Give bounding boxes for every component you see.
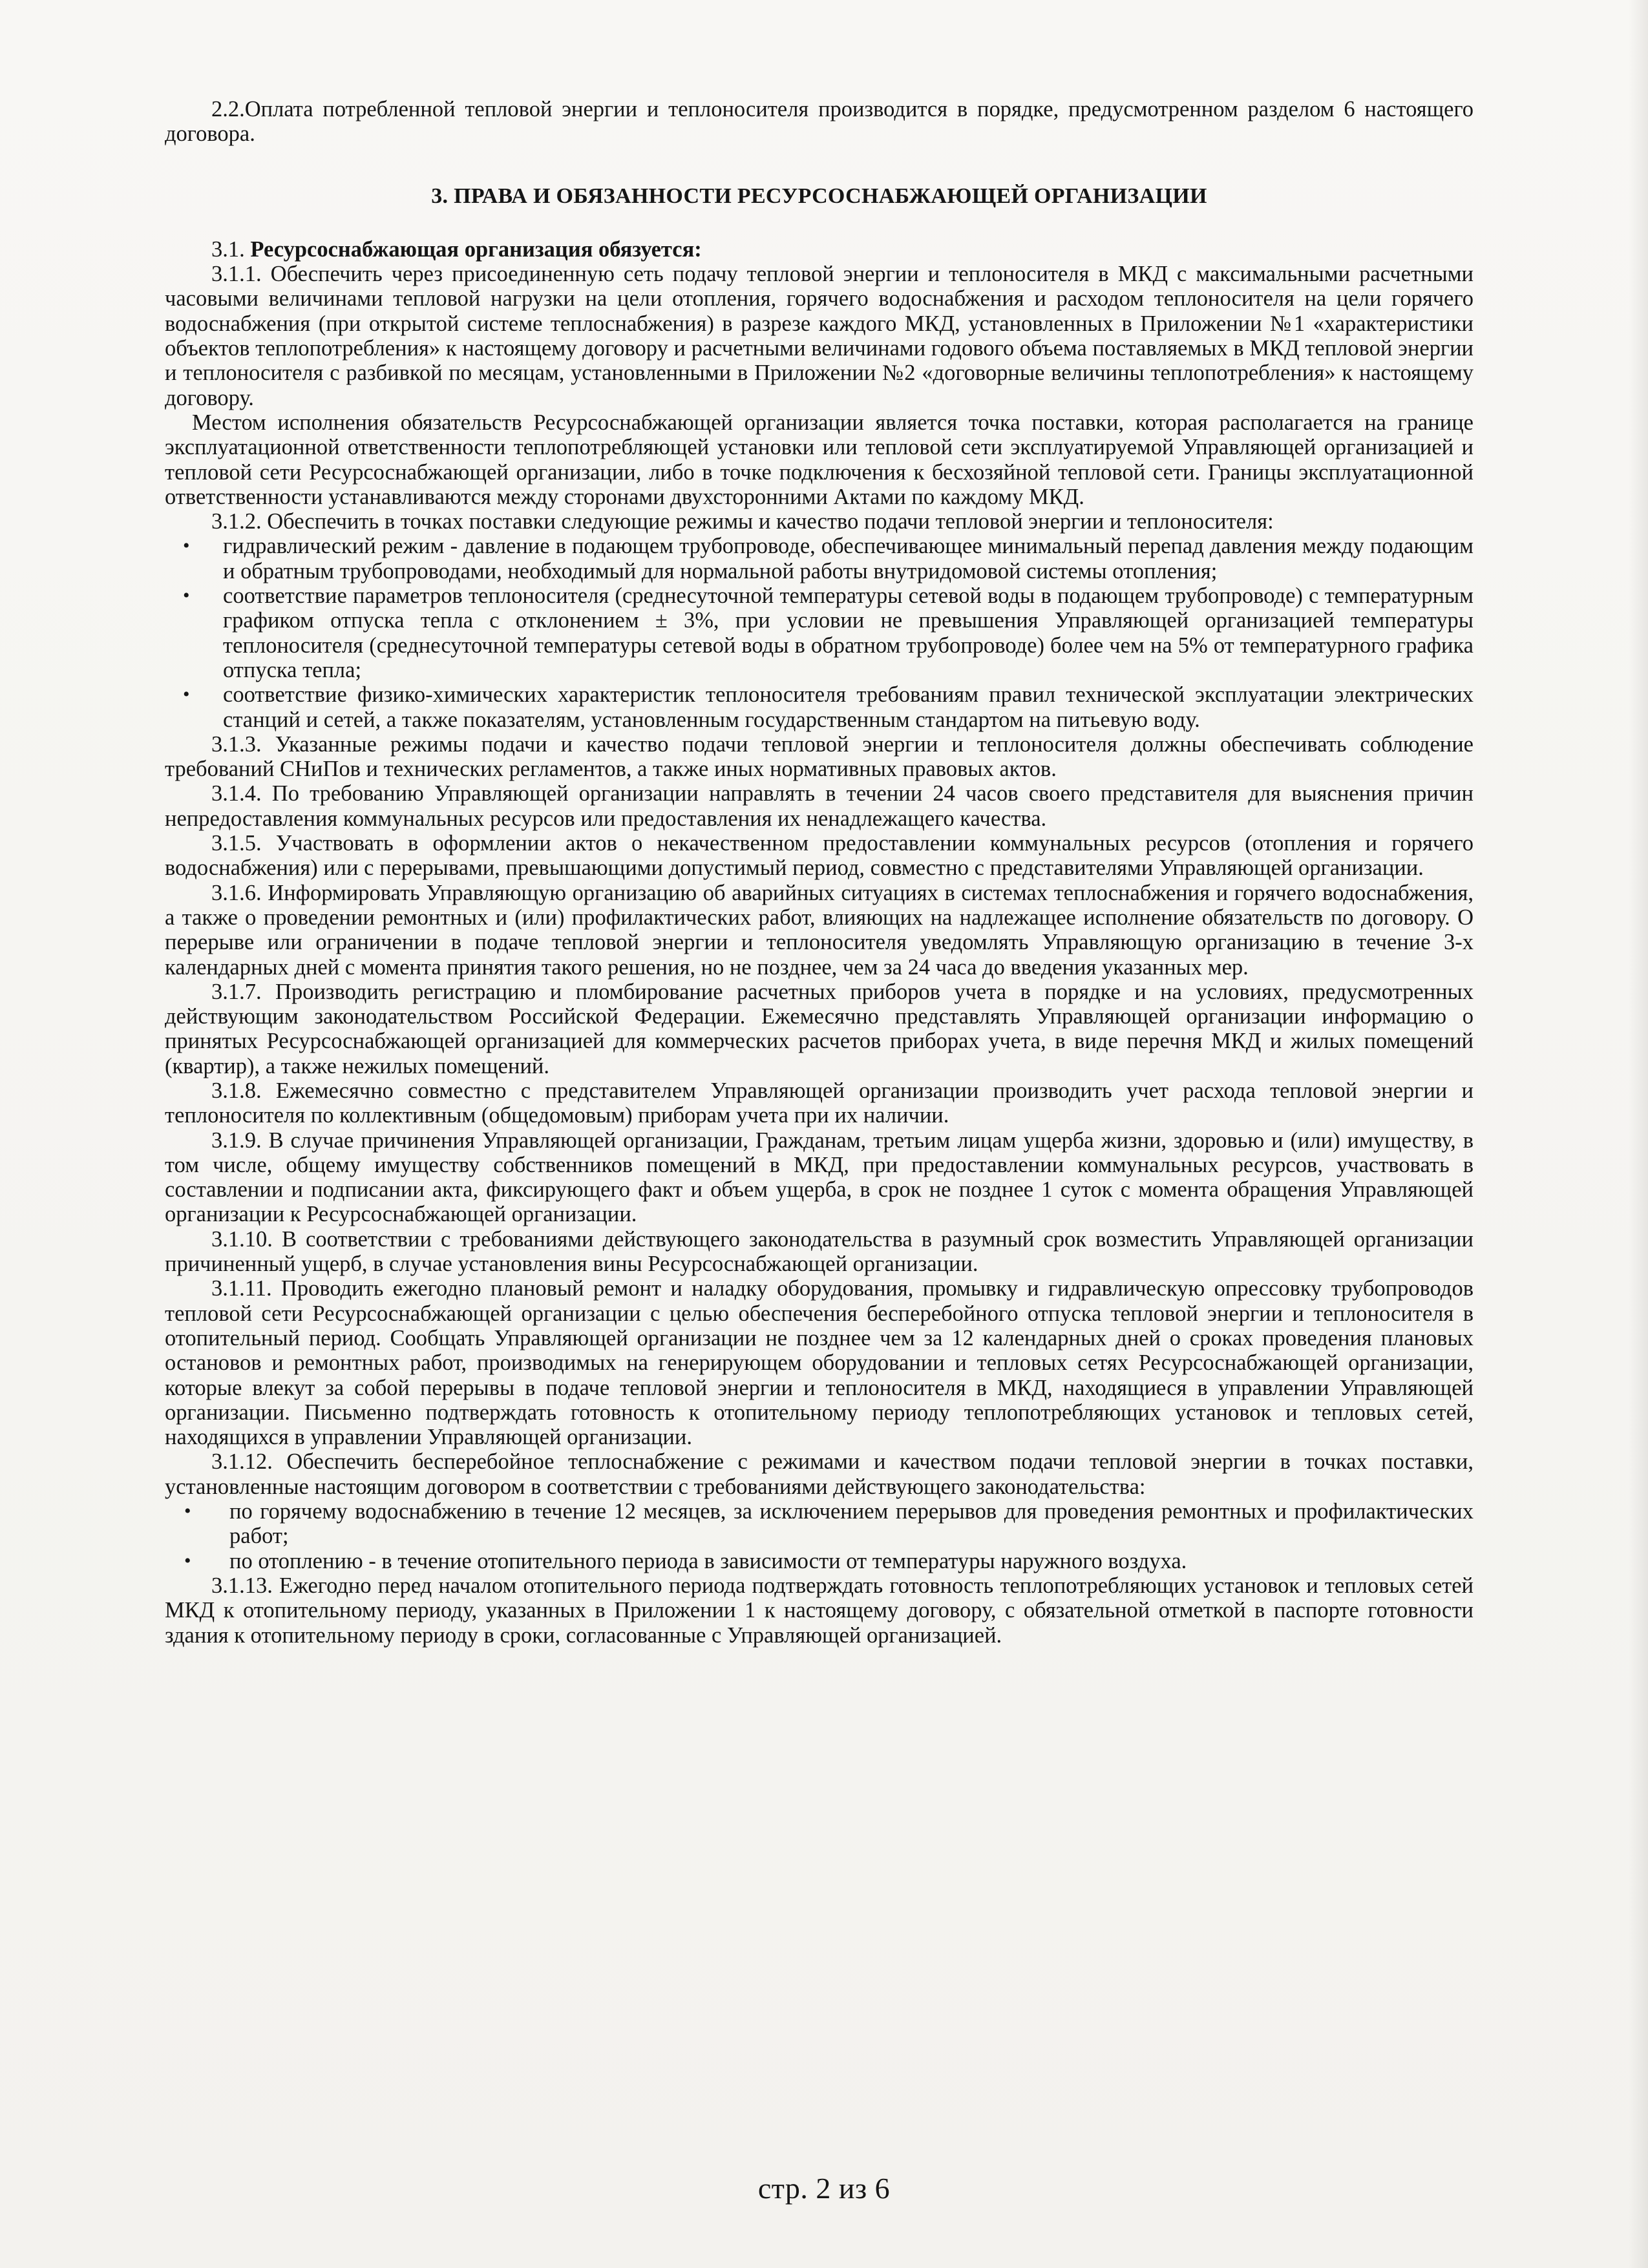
paragraph-3-1-11: 3.1.11. Проводить ежегодно плановый ремонт и наладку оборудования, промывку и гидравлическую опрессовку трубопроводов тепловой сети Ресурсоснабжающей организации с целью обеспечения бесперебойного отпуска тепловой энергии и теплоносителя в отопительный период. Сообщать Управляющей организации не позднее чем за 12 календарных дней о сроках проведения плановых остановов и ремонтных работ, производимых на генерирующем оборудовании и тепловых сетях Ресурсоснабжающей организации, которые влекут за собой перерывы в подаче тепловой энергии и теплоносителя в МКД, находящиеся в управлении Управляющей организации. Письменно подтверждать готовность к отопительному периоду теплопотребляющих установок и тепловых сетей, находящихся в управлении Управляющей организации. xyxy=(165,1276,1474,1450)
paragraph-place-of-performance: Местом исполнения обязательств Ресурсоснабжающей организации является точка поставки, которая располагается на границе эксплуатационной ответственности теплопотребляющей установки или тепловой сети эксплуатируемой Управляющей организацией и тепловой сети Ресурсоснабжающей организации, либо в точке подключения к бесхозяйной тепловой сети. Границы эксплуатационной ответственности устанавливаются между сторонами двухсторонними Актами по каждому МКД. xyxy=(165,410,1474,509)
page-number: стр. 2 из 6 xyxy=(757,2172,891,2205)
paragraph-3-1-3: 3.1.3. Указанные режимы подачи и качество подачи тепловой энергии и теплоносителя должны обеспечивать соблюдение требований СНиПов и технических регламентов, а также иных нормативных правовых актов. xyxy=(165,731,1474,782)
paragraph-3-1-5: 3.1.5. Участвовать в оформлении актов о некачественном предоставлении коммунальных ресурсов (отопления и горячего водоснабжения) или с перерывами, превышающими допустимый период, совместно с представителями Управляющей организации. xyxy=(165,831,1474,881)
paper-edge-shadow xyxy=(1629,0,1648,2268)
paragraph-3-1-9: 3.1.9. В случае причинения Управляющей организации, Гражданам, третьим лицам ущерба жизни, здоровью и (или) имуществу, в том числе, общему имуществу собственников помещений в МКД, при предоставлении коммунальных ресурсов, участвовать в составлении и подписании акта, фиксирующего факт и объем ущерба, в срок не позднее 1 суток с момента обращения Управляющей организации к Ресурсоснабжающей организации. xyxy=(165,1128,1474,1227)
paragraph-2-2: 2.2.Оплата потребленной тепловой энергии и теплоносителя производится в порядке, предусмотренном разделом 6 настоящего договора. xyxy=(165,97,1474,147)
document-body xyxy=(165,97,1474,1648)
paragraph-3-1-1: 3.1.1. Обеспечить через присоединенную сеть подачу тепловой энергии и теплоносителя в МКД с максимальными расчетными часовыми величинами тепловой нагрузки на цели отопления, горячего водоснабжения и расходом теплоносителя на цели горячего водоснабжения (при открытой системе теплоснабжения) в разрезе каждого МКД, установленных в Приложении №1 «характеристики объектов теплопотребления» к настоящему договору и расчетными величинами годового объема поставляемых в МКД тепловой энергии и теплоносителя с разбивкой по месяцам, установленными в Приложении №2 «договорные величины теплопотребления» к настоящему договору. xyxy=(165,262,1474,410)
paragraph-3-1 xyxy=(165,237,1474,262)
paragraph-3-1-10: 3.1.10. В соответствии с требованиями действующего законодательства в разумный срок возместить Управляющей организации причиненный ущерб, в случае установления вины Ресурсоснабжающей организации. xyxy=(165,1226,1474,1277)
paragraph-3-1-8: 3.1.8. Ежемесячно совместно с представителем Управляющей организации производить учет расхода тепловой энергии и теплоносителя по коллективным (общедомовым) приборам учета при их наличии. xyxy=(165,1078,1474,1128)
bullet-list-modes xyxy=(165,534,1474,731)
list-item: • гидравлический режим - давление в подающем трубопроводе, обеспечивающее минимальный перепад давления между подающим и обратным трубопроводами, необходимый для нормальной работы внутридомовой системы отопления; xyxy=(165,534,1474,583)
paragraph-3-1-6: 3.1.6. Информировать Управляющую организацию об аварийных ситуациях в системах теплоснабжения и горячего водоснабжения, а также о проведении ремонтных и (или) профилактических работ, влияющих на надлежащее исполнение обязательств по договору. О перерыве или ограничении в подаче тепловой энергии и теплоносителя уведомлять Управляющую организацию в течение 3-х календарных дней с момента принятия такого решения, но не позднее, чем за 24 часа до введения указанных мер. xyxy=(165,880,1474,980)
list-item: • по отоплению - в течение отопительного периода в зависимости от температуры наружного воздуха. xyxy=(165,1549,1474,1573)
clause-number: 3.1. xyxy=(211,236,251,262)
paragraph-3-1-13: 3.1.13. Ежегодно перед началом отопительного периода подтверждать готовность теплопотребляющих установок и тепловых сетей МКД к отопительному периоду, указанных в Приложении 1 к настоящему договору, с обязательной отметкой в паспорте готовности здания к отопительному периоду в сроки, согласованные с Управляющей организацией. xyxy=(165,1573,1474,1648)
paragraph-3-1-7: 3.1.7. Производить регистрацию и пломбирование расчетных приборов учета в порядке и на условиях, предусмотренных действующим законодательством Российской Федерации. Ежемесячно представлять Управляющей организации информацию о принятых Ресурсоснабжающей организацией для коммерческих расчетов приборах учета, в виде перечня МКД и жилых помещений (квартир), а также нежилых помещений. xyxy=(165,979,1474,1078)
bullet-list-supply xyxy=(165,1499,1474,1573)
clause-title: Ресурсоснабжающая организация обязуется: xyxy=(250,236,702,262)
list-item: • соответствие параметров теплоносителя (среднесуточной температуры сетевой воды в подающем трубопроводе) с температурным графиком отпуска тепла с отклонением ± 3%, при условии не превышения Управляющей организацией температуры теплоносителя (среднесуточной температуры сетевой воды в обратном трубопроводе) более чем на 5% от температурного графика отпуска тепла; xyxy=(165,583,1474,682)
paragraph-3-1-2: 3.1.2. Обеспечить в точках поставки следующие режимы и качество подачи тепловой энергии и теплоносителя: xyxy=(211,509,1274,534)
section-heading: 3. ПРАВА И ОБЯЗАННОСТИ РЕСУРСОСНАБЖАЮЩЕЙ ОРГАНИЗАЦИИ xyxy=(431,184,1207,208)
paragraph-3-1-12: 3.1.12. Обеспечить бесперебойное теплоснабжение с режимами и качеством подачи тепловой энергии в точках поставки, установленные настоящим договором в соответствии с требованиями действующего законодательства: xyxy=(165,1449,1474,1499)
list-item: • соответствие физико-химических характеристик теплоносителя требованиям правил технической эксплуатации электрических станций и сетей, а также показателям, установленным государственным стандартом на питьевую воду. xyxy=(165,682,1474,732)
paragraph-3-1-4: 3.1.4. По требованию Управляющей организации направлять в течении 24 часов своего представителя для выяснения причин непредоставления коммунальных ресурсов или предоставления их ненадлежащего качества. xyxy=(165,781,1474,831)
list-item: • по горячему водоснабжению в течение 12 месяцев, за исключением перерывов для проведения ремонтных и профилактических работ; xyxy=(165,1499,1474,1549)
